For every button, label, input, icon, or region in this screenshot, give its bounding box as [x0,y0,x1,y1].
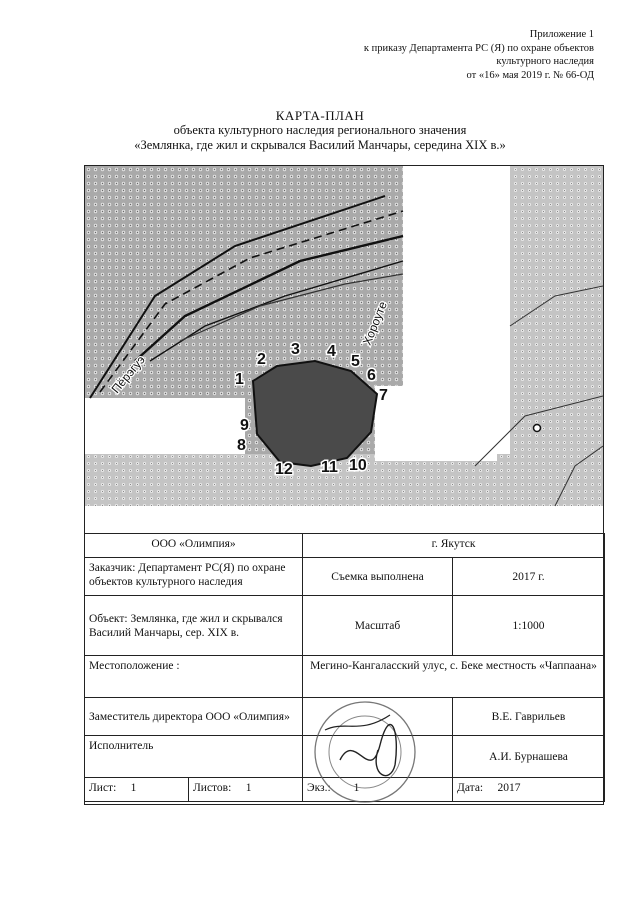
survey-marker [534,425,541,432]
blank-left [85,398,245,454]
sheets-value: 1 [245,782,252,794]
blank-top-right [403,166,510,386]
scale-label-cell: Масштаб [303,596,453,656]
blank-right [375,386,497,461]
object-cell: Объект: Землянка, где жил и скрывался Василий Манчары, сер. XIX в. [85,596,303,656]
point-label: 2 [257,351,266,368]
deputy-name-cell: В.Е. Гаврильев [453,698,605,736]
customer-cell: Заказчик: Департамент РС(Я) по охране объектов культурного наследия [85,558,303,596]
copy-cell [303,778,453,802]
copy-value: 1 [353,782,360,794]
appendix-line: культурного наследия [496,56,594,67]
survey-label-cell: Съемка выполнена [303,558,453,596]
point-label: 12 [275,461,293,478]
title-block-table [84,533,605,802]
deputy-label-cell: Заместитель директора ООО «Олимпия» [85,698,303,736]
terrain-right [510,166,603,532]
title-object-name: «Землянка, где жил и скрывался Василий Манчары, середина XIX в.» [134,138,506,152]
appendix-line: от «16» мая 2019 г. № 66-ОД [466,69,594,81]
point-label: 3 [291,341,300,358]
title-main: КАРТА-ПЛАН [275,108,365,123]
point-label: 10 [349,457,367,474]
city-cell: г. Якутск [303,534,605,558]
date-value: 2017 [497,782,521,794]
document-title [0,108,640,153]
copy-label: Экз.: [307,782,331,794]
map-drawing [85,166,603,532]
road-label: Пёрэгуэ [108,352,148,396]
location-value-cell: Мегино-Кангаласский улус, с. Беке местность «Чаппаана» [303,656,605,698]
executor-label-cell: Исполнитель [85,736,303,778]
point-label: 11 [321,459,338,476]
point-label: 4 [327,343,336,360]
blank-bottom [85,506,603,532]
scale-value-cell: 1:1000 [453,596,605,656]
signature-cell [303,698,453,736]
sheet-label: Лист: [89,782,117,794]
company-cell: ООО «Олимпия» [85,534,303,558]
map-area [85,166,603,532]
road-label: Хороуте [359,299,390,348]
point-label: 1 [235,371,244,388]
point-label: 8 [237,437,246,454]
survey-year-cell: 2017 г. [453,558,605,596]
sheet-cell [85,778,189,802]
appendix-line: к приказу Департамента РС (Я) по охране объектов [363,42,594,54]
date-label: Дата: [457,782,484,794]
date-cell [453,778,605,802]
sheet-value: 1 [130,782,137,794]
sheets-label: Листов: [193,782,232,794]
appendix-note [364,28,594,82]
point-label: 6 [367,367,376,384]
point-label: 7 [379,387,388,404]
location-label-cell: Местоположение : [85,656,303,698]
point-label: 9 [240,417,249,434]
appendix-line: Приложение 1 [529,29,594,40]
sheets-cell [189,778,303,802]
title-subtitle: объекта культурного наследия регионального значения [173,123,467,137]
signature-cell [303,736,453,778]
executor-name-cell: А.И. Бурнашева [453,736,605,778]
point-label: 5 [351,353,360,370]
